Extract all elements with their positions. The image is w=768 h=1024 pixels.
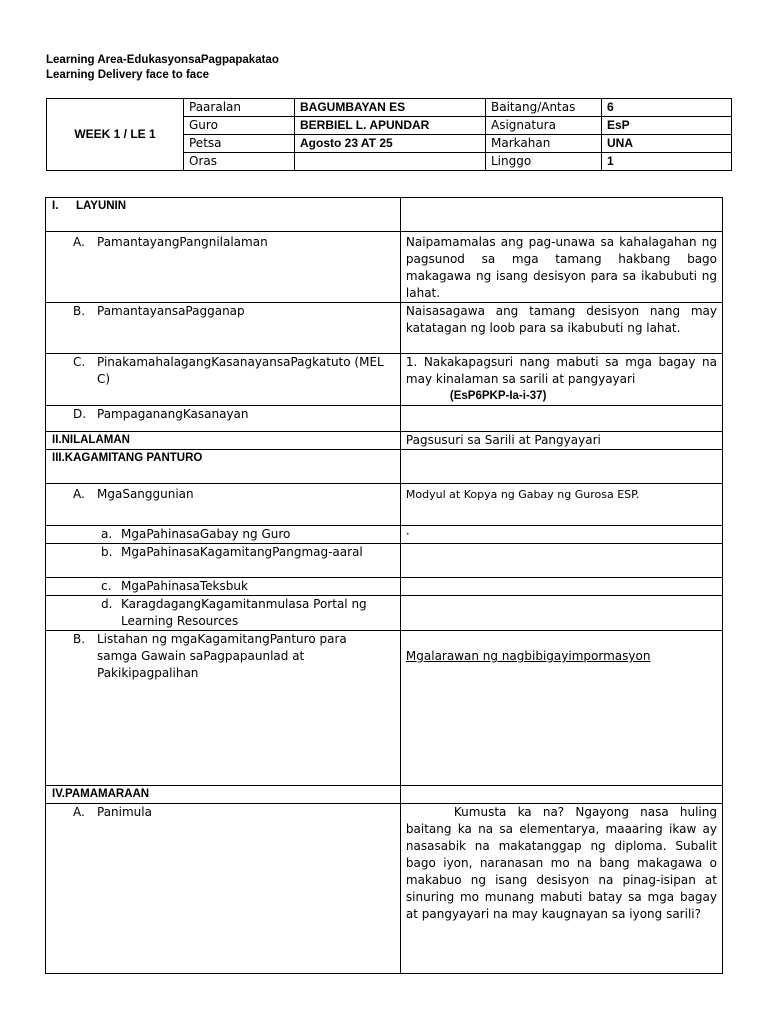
info-value-oras — [295, 153, 486, 171]
section-kagamitang-panturo: III.KAGAMITANG PANTURO — [46, 450, 401, 484]
info-label-asignatura: Asignatura — [486, 117, 602, 135]
row-learning-resources: d. KaragdagangKagamitanmulasa Portal ng Learning Resources — [46, 596, 401, 631]
info-value-asignatura: EsP — [602, 117, 732, 135]
row-pampaganang-kasanayan: D. PampaganangKasanayan — [46, 406, 401, 432]
info-label-oras: Oras — [184, 153, 295, 171]
row-pamantayang-pangnilalaman: A. PamantayangPangnilalaman — [46, 232, 401, 303]
content-pamantayang-pangnilalaman: Naipamamalas ang pag-unawa sa kahalagahan ng pagsunod sa mga tamang hakbang bago makagawa ng isang desisyon para sa ikabubuti ng lahat. — [400, 232, 722, 303]
info-label-markahan: Markahan — [486, 135, 602, 153]
row-melc: C. PinakamahalagangKasanayansaPagkatuto (MELC) — [46, 354, 401, 406]
learning-area-heading: Learning Area-EdukasyonsaPagpapakatao — [46, 54, 279, 66]
info-value-markahan: UNA — [602, 135, 732, 153]
content-mga-sanggunian: Modyul at Kopya ng Gabay ng Gurosa ESP. — [400, 484, 722, 526]
content-nilalaman: Pagsusuri sa Sarili at Pangyayari — [400, 432, 722, 450]
section-nilalaman: II.NILALAMAN — [46, 432, 401, 450]
info-value-paaralan: BAGUMBAYAN ES — [295, 99, 486, 117]
learning-delivery-heading: Learning Delivery face to face — [46, 69, 209, 81]
section-pamamaraan: IV.PAMAMARAAN — [46, 786, 401, 804]
info-value-petsa: Agosto 23 AT 25 — [295, 135, 486, 153]
row-mga-sanggunian: A. MgaSanggunian — [46, 484, 401, 526]
row-pamantayan-pagganap: B. PamantayansaPagganap — [46, 303, 401, 354]
row-teksbuk: c. MgaPahinasaTeksbuk — [46, 578, 401, 596]
info-value-baitang: 6 — [602, 99, 732, 117]
lesson-plan-table — [45, 197, 723, 974]
info-value-linggo: 1 — [602, 153, 732, 171]
content-melc: 1. Nakakapagsuri nang mabuti sa mga bagay na may kinalaman sa sarili at pangyayari (EsP6PKP-Ia-i-37) — [400, 354, 722, 406]
content-pamantayan-pagganap: Naisasagawa ang tamang desisyon nang may katatagan ng loob para sa ikabubuti ng lahat. — [400, 303, 722, 354]
info-table — [46, 98, 732, 171]
info-label-paaralan: Paaralan — [184, 99, 295, 117]
info-label-linggo: Linggo — [486, 153, 602, 171]
row-listahan-kagamitan: B. Listahan ng mgaKagamitangPanturo para samga Gawain saPagpapaunlad at Pakikipagpalihan — [46, 631, 401, 786]
week-label: WEEK 1 / LE 1 — [47, 99, 184, 171]
melc-code: (EsP6PKP-Ia-i-37) — [449, 390, 547, 402]
row-kagamitang-pangmag-aaral: b. MgaPahinasaKagamitangPangmag-aaral — [46, 544, 401, 578]
info-label-petsa: Petsa — [184, 135, 295, 153]
info-label-guro: Guro — [184, 117, 295, 135]
row-gabay-ng-guro: a. MgaPahinasaGabay ng Guro — [46, 526, 401, 544]
row-panimula: A. Panimula — [46, 804, 401, 974]
section-layunin: I. LAYUNIN — [46, 198, 401, 232]
content-gabay-ng-guro: · — [400, 526, 722, 544]
info-label-baitang: Baitang/Antas — [486, 99, 602, 117]
content-panimula: Kumusta ka na? Ngayong nasa huling baitang ka na sa elementarya, maaaring ikaw ay nasasabik na makatanggap ng diploma. Subalit bago iyon, naranasan mo na bang makagawa o makabuo ng isang desisyon na pinag-isipan at sinuring mo munang mabuti batay sa mga bagay at pangyayari na may kaugnayan sa iyong sarili? — [400, 804, 722, 974]
content-listahan-kagamitan: Mgalarawan ng nagbibigayimpormasyon — [405, 649, 651, 663]
info-value-guro: BERBIEL L. APUNDAR — [295, 117, 486, 135]
